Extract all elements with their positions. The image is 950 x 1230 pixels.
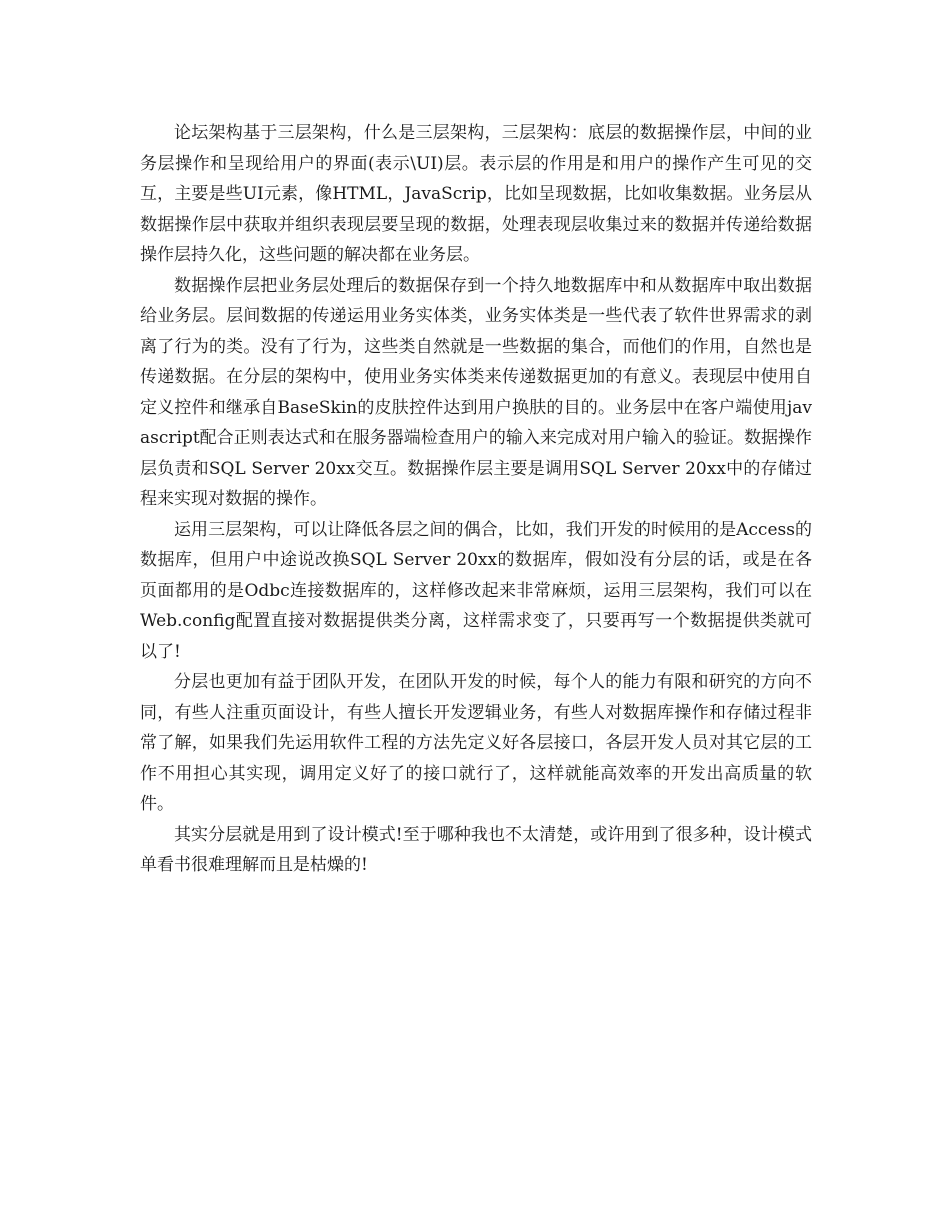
document-body <box>140 118 812 881</box>
paragraph-design-patterns: 其实分层就是用到了设计模式!至于哪种我也不太清楚，或许用到了很多种，设计模式单看书很难理解而且是枯燥的! <box>140 824 812 875</box>
paragraph-team-development: 分层也更加有益于团队开发，在团队开发的时候，每个人的能力有限和研究的方向不同，有些人注重页面设计，有些人擅长开发逻辑业务，有些人对数据库操作和存储过程非常了解，如果我们先运用软件工程的方法先定义好各层接口，各层开发人员对其它层的工作不用担心其实现，调用定义好了的接口就行了，这样就能高效率的开发出高质量的软件。 <box>140 672 812 814</box>
paragraph-decoupling: 运用三层架构，可以让降低各层之间的偶合，比如，我们开发的时候用的是Access的数据库，但用户中途说改换SQL Server 20xx的数据库，假如没有分层的话，或是在各页面都用的是Odbc连接数据库的，这样修改起来非常麻烦，运用三层架构，我们可以在Web.config配置直接对数据提供类分离，这样需求变了，只要再写一个数据提供类就可以了! <box>140 519 812 662</box>
paragraph-data-layer: 数据操作层把业务层处理后的数据保存到一个持久地数据库中和从数据库中取出数据给业务层。层间数据的传递运用业务实体类，业务实体类是一些代表了软件世界需求的剥离了行为的类。没有了行为，这些类自然就是一些数据的集合，而他们的作用，自然也是传递数据。在分层的架构中，使用业务实体类来传递数据更加的有意义。表现层中使用自定义控件和继承自BaseSkin的皮肤控件达到用户换肤的目的。业务层中在客户端使用javascript配合正则表达式和在服务器端检查用户的输入来完成对用户输入的验证。数据操作层负责和SQL Server 20xx交互。数据操作层主要是调用SQL Server 20xx中的存储过程来实现对数据的操作。 <box>140 275 812 509</box>
paragraph-three-tier-intro: 论坛架构基于三层架构，什么是三层架构，三层架构：底层的数据操作层，中间的业务层操作和呈现给用户的界面(表示\UI)层。表示层的作用是和用户的操作产生可见的交互，主要是些UI元素，像HTML，JavaScrip，比如呈现数据，比如收集数据。业务层从数据操作层中获取并组织表现层要呈现的数据，处理表现层收集过来的数据并传递给数据操作层持久化，这些问题的解决都在业务层。 <box>140 123 812 265</box>
